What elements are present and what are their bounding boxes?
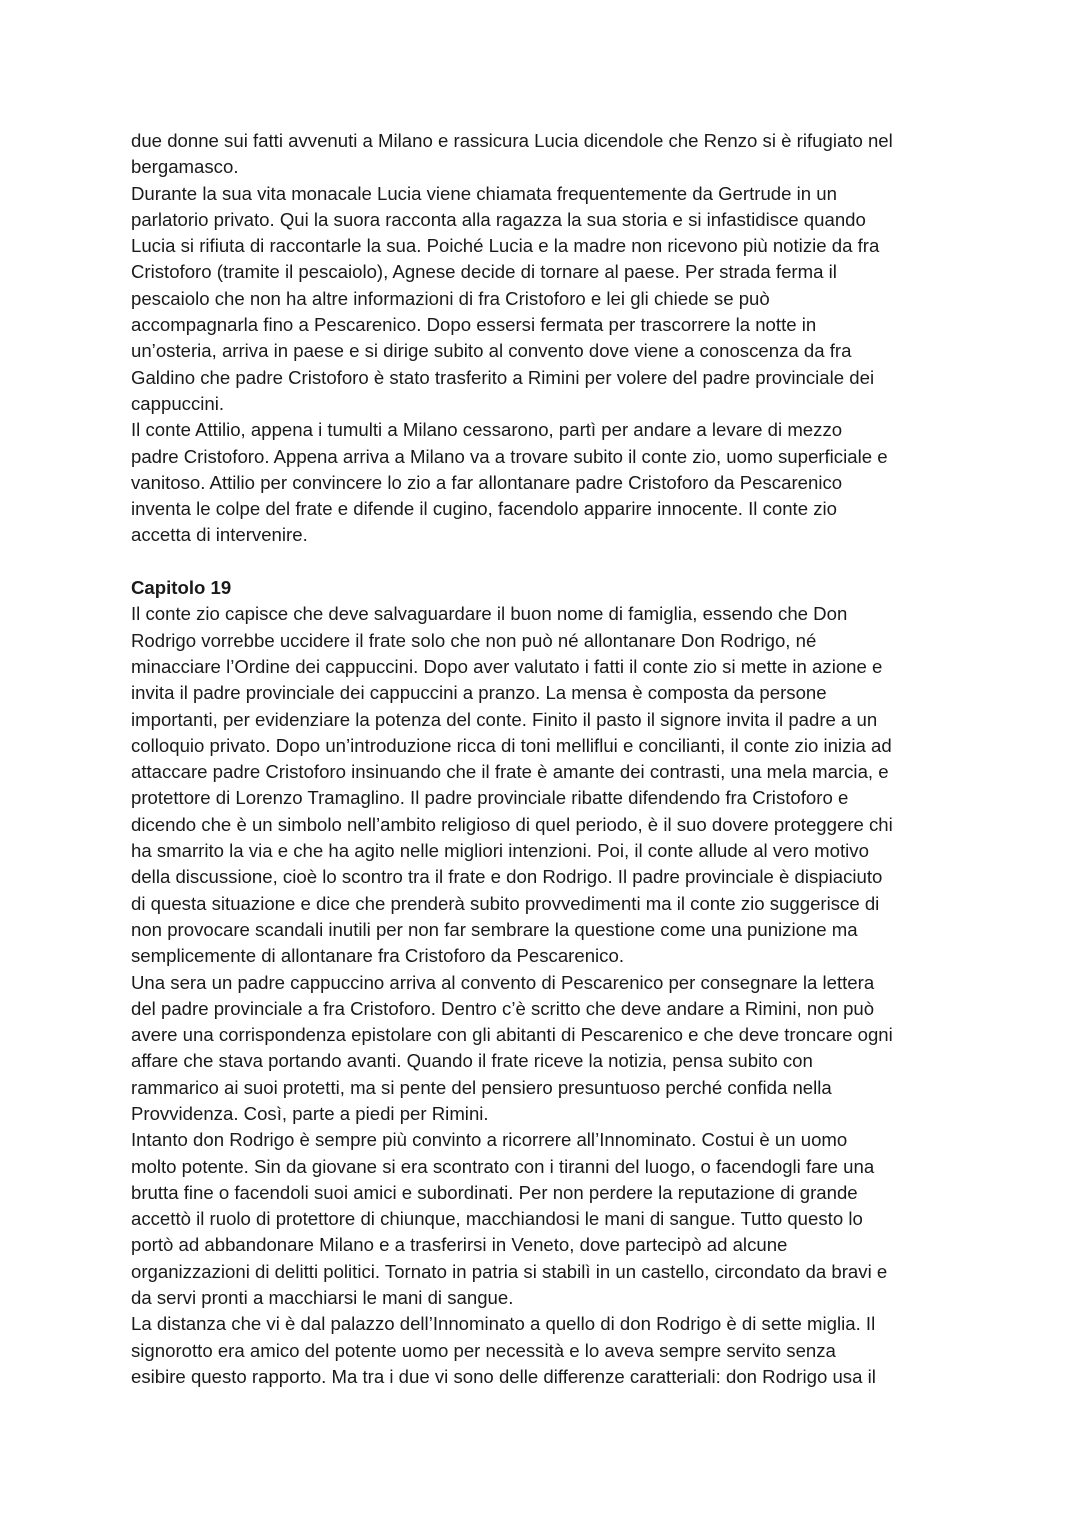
text-line: della discussione, cioè lo scontro tra il frate e don Rodrigo. Il padre provinciale è dispiaciuto <box>131 866 883 888</box>
text-line: del padre provinciale a fra Cristoforo. Dentro c’è scritto che deve andare a Rimini, non può <box>131 997 875 1019</box>
text-line: attaccare padre Cristoforo insinuando che il frate è amante dei contrasti, una mela marcia, e <box>131 761 889 783</box>
document-page <box>131 128 961 1390</box>
text-line: inventa le colpe del frate e difende il cugino, facendolo apparire innocente. Il conte zio <box>131 498 837 520</box>
text-line: dicendo che è un simbolo nell’ambito religioso di quel periodo, è il suo dovere proteggere chi <box>131 813 893 835</box>
text-line: Cristoforo (tramite il pescaiolo), Agnese decide di tornare al paese. Per strada ferma il <box>131 261 837 283</box>
intro-section <box>131 128 961 549</box>
text-line: protettore di Lorenzo Tramaglino. Il padre provinciale ribatte difendendo fra Cristoforo e <box>131 787 849 809</box>
text-line: La distanza che vi è dal palazzo dell’Innominato a quello di don Rodrigo è di sette miglia. Il <box>131 1313 876 1335</box>
paragraph-gap <box>131 549 961 575</box>
text-line: brutta fine o facendoli suoi amici e subordinati. Per non perdere la reputazione di grande <box>131 1181 858 1203</box>
text-line: signorotto era amico del potente uomo per necessità e lo aveva sempre servito senza <box>131 1339 836 1361</box>
text-line: due donne sui fatti avvenuti a Milano e rassicura Lucia dicendole che Renzo si è rifugiato nel <box>131 130 893 151</box>
text-line: semplicemente di allontanare fra Cristoforo da Pescarenico. <box>131 945 624 967</box>
text-line: portò ad abbandonare Milano e a trasferirsi in Veneto, dove partecipò ad alcune <box>131 1234 788 1256</box>
text-line: esibire questo rapporto. Ma tra i due vi sono delle differenze caratteriali: don Rodrigo usa il <box>131 1365 876 1387</box>
chapter-section <box>131 601 961 1390</box>
text-line: rammarico ai suoi protetti, ma si pente del pensiero presuntuoso perché confida nella <box>131 1076 832 1098</box>
text-line: un’osteria, arriva in paese e si dirige subito al convento dove viene a conoscenza da fra <box>131 340 852 362</box>
text-line: Intanto don Rodrigo è sempre più convinto a ricorrere all’Innominato. Costui è un uomo <box>131 1129 848 1151</box>
text-line: avere una corrispondenza epistolare con gli abitanti di Pescarenico e che deve troncare ogni <box>131 1024 893 1046</box>
text-line: da servi pronti a macchiarsi le mani di sangue. <box>131 1287 514 1309</box>
text-line: parlatorio privato. Qui la suora racconta alla ragazza la sua storia e si infastidisce quando <box>131 208 866 230</box>
text-line: bergamasco. <box>131 156 239 178</box>
text-line: accetta di intervenire. <box>131 524 308 546</box>
text-line: invita il padre provinciale dei cappuccini a pranzo. La mensa è composta da persone <box>131 682 827 704</box>
text-line: non provocare scandali inutili per non far sembrare la questione come una punizione ma <box>131 918 858 940</box>
text-line: Lucia si rifiuta di raccontarle la sua. Poiché Lucia e la madre non ricevono più notizie da fra <box>131 235 880 257</box>
text-line: minacciare l’Ordine dei cappuccini. Dopo aver valutato i fatti il conte zio si mette in azione e <box>131 655 883 677</box>
text-line: Galdino che padre Cristoforo è stato trasferito a Rimini per volere del padre provinciale dei <box>131 366 875 388</box>
text-line: organizzazioni di delitti politici. Tornato in patria si stabilì in un castello, circondato da bravi e <box>131 1260 888 1282</box>
text-line: Provvidenza. Così, parte a piedi per Rimini. <box>131 1102 489 1124</box>
text-line: vanitoso. Attilio per convincere lo zio a far allontanare padre Cristoforo da Pescarenico <box>131 471 843 493</box>
text-line: colloquio privato. Dopo un’introduzione ricca di toni melliflui e concilianti, il conte zio inizia ad <box>131 734 892 756</box>
text-line: affare che stava portando avanti. Quando il frate riceve la notizia, pensa subito con <box>131 1050 813 1072</box>
text-line: cappuccini. <box>131 392 225 414</box>
text-line: ha smarrito la via e che ha agito nelle migliori intenzioni. Poi, il conte allude al vero motivo <box>131 840 869 862</box>
text-line: accompagnarla fino a Pescarenico. Dopo essersi fermata per trascorrere la notte in <box>131 314 817 336</box>
text-line: accettò il ruolo di protettore di chiunque, macchiandosi le mani di sangue. Tutto questo lo <box>131 1208 863 1230</box>
chapter-heading: Capitolo 19 <box>131 577 232 599</box>
text-line: pescaiolo che non ha altre informazioni di fra Cristoforo e lei gli chiede se può <box>131 287 770 309</box>
text-line: Una sera un padre cappuccino arriva al convento di Pescarenico per consegnare la lettera <box>131 971 875 993</box>
text-line: Il conte Attilio, appena i tumulti a Milano cessarono, partì per andare a levare di mezzo <box>131 419 843 441</box>
text-line: di questa situazione e dice che prenderà subito provvedimenti ma il conte zio suggerisce di <box>131 892 880 914</box>
text-line: Rodrigo vorrebbe uccidere il frate solo che non può né allontanare Don Rodrigo, né <box>131 629 817 651</box>
text-line: importanti, per evidenziare la potenza del conte. Finito il pasto il signore invita il padre a un <box>131 708 878 730</box>
text-line: Il conte zio capisce che deve salvaguardare il buon nome di famiglia, essendo che Don <box>131 603 848 625</box>
text-line: molto potente. Sin da giovane si era scontrato con i tiranni del luogo, o facendogli fare una <box>131 1155 875 1177</box>
text-line: padre Cristoforo. Appena arriva a Milano va a trovare subito il conte zio, uomo superficiale e <box>131 445 888 467</box>
text-line: Durante la sua vita monacale Lucia viene chiamata frequentemente da Gertrude in un <box>131 182 837 204</box>
